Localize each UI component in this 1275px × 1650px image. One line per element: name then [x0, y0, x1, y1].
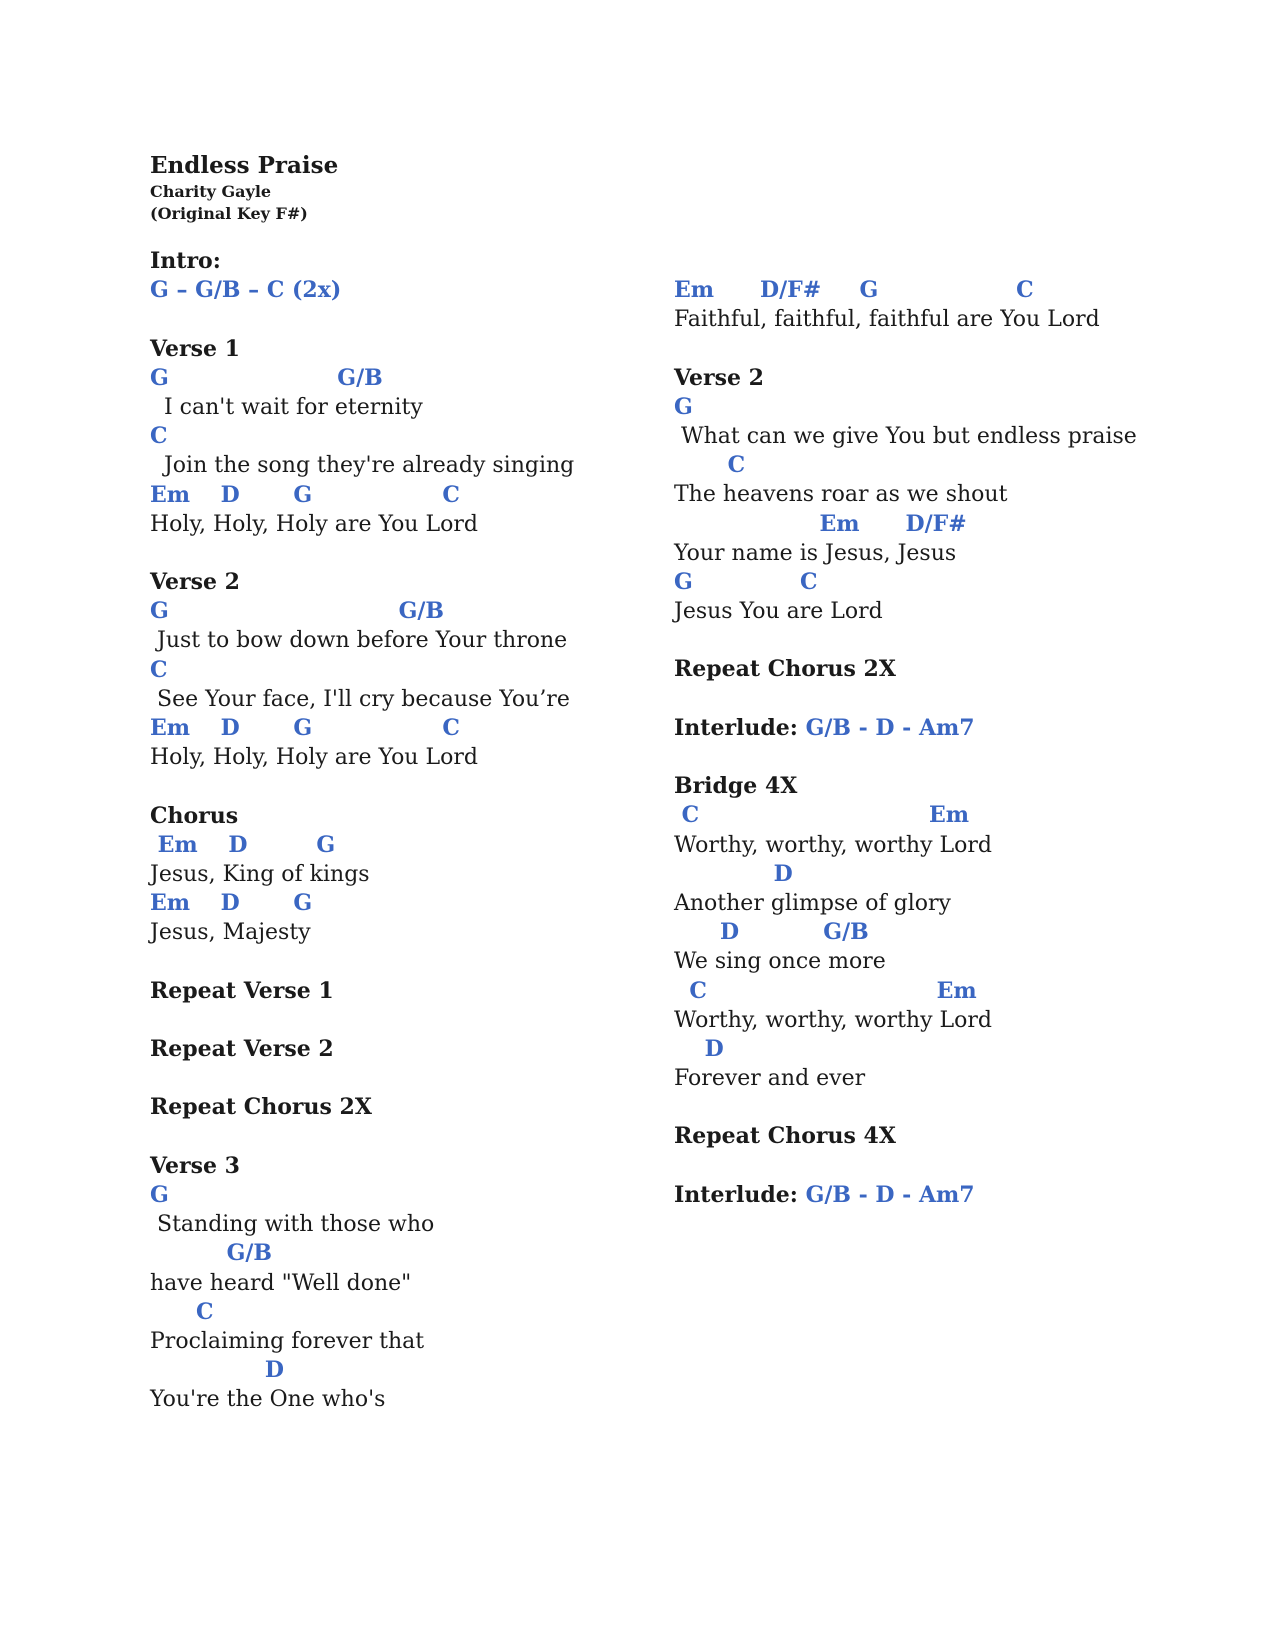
lyric-line: The heavens roar as we shout	[674, 482, 1008, 508]
lyric-line: have heard "Well done"	[150, 1270, 412, 1296]
section-heading: Repeat Chorus 2X	[674, 656, 896, 683]
lyric-line: What can we give You but endless praise	[674, 423, 1137, 449]
chord-line: C	[150, 656, 168, 683]
section-heading: Repeat Verse 2	[150, 1036, 334, 1063]
spacer	[674, 626, 1137, 655]
lyric-line: Join the song they're already singing	[150, 453, 575, 479]
chord-line: D G/B	[674, 919, 869, 946]
lyric-line: Your name is Jesus, Jesus	[674, 540, 957, 566]
section-heading: Verse 2	[674, 364, 764, 391]
chord-line: D	[674, 1035, 724, 1062]
spacer	[674, 1152, 1137, 1181]
lyric-line: Forever and ever	[674, 1066, 866, 1092]
spacer	[150, 539, 574, 568]
section-heading: Chorus	[150, 802, 239, 829]
chord-line: G C	[674, 568, 818, 595]
chord-line: G G/B	[150, 364, 383, 391]
interlude-line	[674, 714, 1137, 743]
section-heading: Bridge 4X	[674, 773, 798, 800]
lyric-line: Proclaiming forever that	[150, 1328, 425, 1354]
lyric-line: Jesus, Majesty	[150, 920, 311, 946]
spacer	[150, 1123, 574, 1152]
spacer	[674, 743, 1137, 772]
chord-line: C Em	[674, 802, 969, 829]
chord-line: Em D G	[150, 890, 313, 917]
chord-line: Em D/F# G C	[674, 277, 1034, 303]
section-heading: Intro:	[150, 248, 221, 274]
lyric-line: We sing once more	[674, 949, 886, 975]
interlude-chords: G/B - D - Am7	[805, 714, 975, 741]
chord-line: Em D G C	[150, 715, 460, 741]
lyric-line: Another glimpse of glory	[674, 890, 951, 916]
chord-line: C	[150, 423, 168, 450]
spacer	[674, 1093, 1137, 1122]
lyric-line: Just to bow down before Your throne	[150, 628, 568, 654]
spacer	[150, 948, 574, 977]
chord-line: G G/B	[150, 598, 444, 625]
interlude-chords: G/B - D - Am7	[805, 1181, 975, 1208]
lyric-line: Holy, Holy, Holy are You Lord	[150, 511, 478, 537]
lyric-line: Jesus, King of kings	[150, 861, 370, 887]
chord-line: C	[674, 452, 746, 479]
right-column	[674, 276, 1137, 1210]
lyric-line: See Your face, I'll cry because You’re	[150, 686, 570, 712]
lyric-line: Jesus You are Lord	[674, 599, 883, 625]
section-heading: Repeat Chorus 2X	[150, 1094, 372, 1121]
lyric-line: Faithful, faithful, faithful are You Lord	[674, 307, 1100, 333]
section-heading: Verse 3	[150, 1152, 240, 1179]
interlude-label: Interlude:	[674, 1181, 806, 1208]
song-header	[150, 151, 338, 225]
song-title: Endless Praise	[150, 152, 339, 179]
lyric-line: Standing with those who	[150, 1212, 435, 1238]
section-heading: Repeat Chorus 4X	[674, 1123, 896, 1150]
interlude-line	[674, 1181, 1137, 1210]
lyric-line: I can't wait for eternity	[150, 394, 423, 420]
chord-line: D	[674, 860, 793, 887]
chord-line: Em D G	[150, 831, 336, 858]
left-column	[150, 247, 574, 1415]
spacer	[150, 305, 574, 334]
spacer	[150, 1006, 574, 1035]
lyric-line: Holy, Holy, Holy are You Lord	[150, 745, 478, 771]
song-artist: Charity Gayle	[150, 182, 272, 201]
spacer	[150, 1064, 574, 1093]
chord-line: Em D G C	[150, 481, 460, 508]
chord-line: G/B	[150, 1240, 273, 1267]
chord-line: G – G/B – C (2x)	[150, 277, 342, 304]
section-heading: Repeat Verse 1	[150, 977, 334, 1004]
lyric-line: You're the One who's	[150, 1387, 386, 1413]
chord-line: G	[674, 393, 693, 420]
section-heading: Verse 2	[150, 569, 240, 596]
chord-line: D	[150, 1357, 284, 1384]
section-heading: Verse 1	[150, 335, 240, 362]
interlude-label: Interlude:	[674, 714, 806, 741]
spacer	[674, 334, 1137, 363]
chord-line: G	[150, 1182, 169, 1208]
song-original-key: (Original Key F#)	[150, 204, 308, 223]
chord-line: C	[150, 1298, 214, 1325]
lyric-line: Worthy, worthy, worthy Lord	[674, 1007, 992, 1033]
lyric-line: Worthy, worthy, worthy Lord	[674, 832, 992, 858]
chord-line: Em D/F#	[674, 510, 967, 537]
chord-line: C Em	[674, 977, 977, 1004]
spacer	[674, 685, 1137, 714]
spacer	[150, 772, 574, 801]
